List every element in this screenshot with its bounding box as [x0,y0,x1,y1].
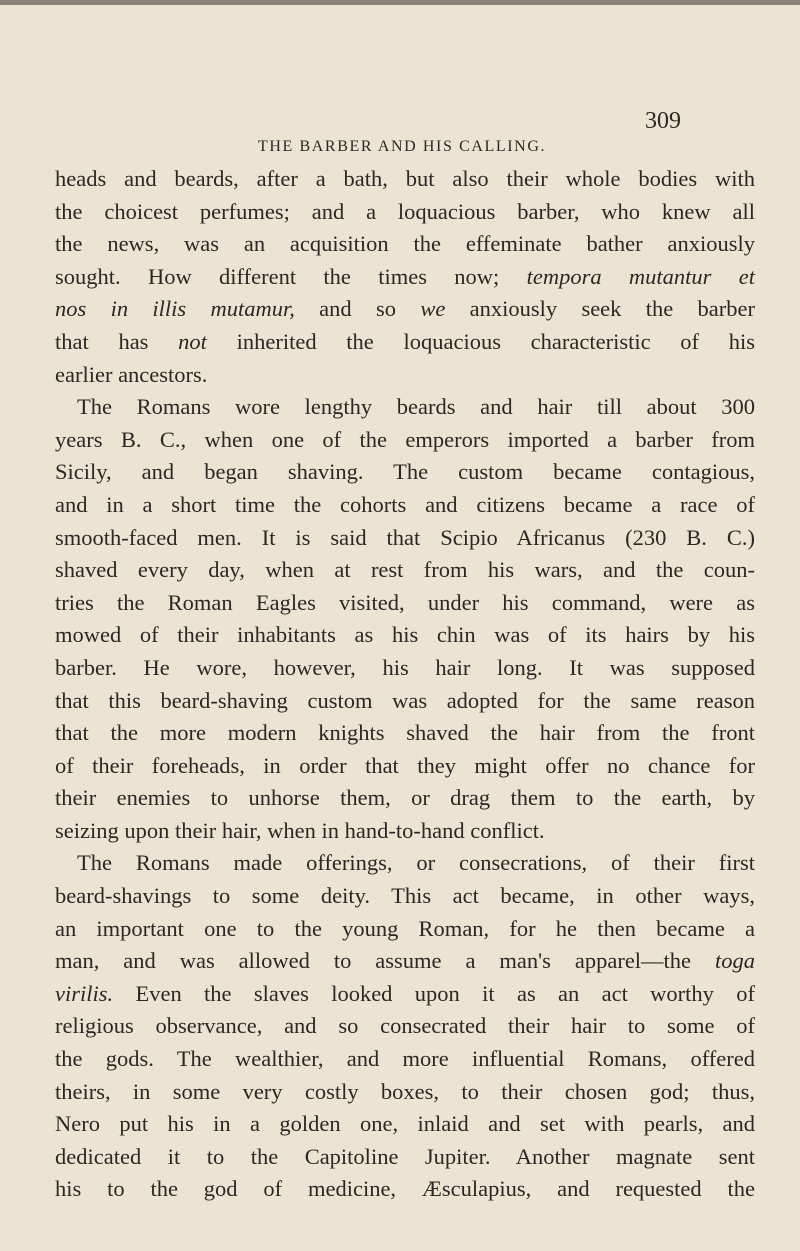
text-line [55,815,755,848]
text-line [55,685,755,718]
text-line [55,261,755,294]
text-run: Nero put his in a golden one, inlaid and set with pearls, and [55,1111,755,1137]
text-run: shaved every day, when at rest from his wars, and the coun- [55,557,755,583]
text-line [55,1141,755,1174]
text-line [55,424,755,457]
text-run: that this beard-shaving custom was adopted for the same reason [55,687,755,713]
text-run: Sicily, and began shaving. The custom became contagious, [55,459,755,485]
text-run: earlier ancestors. [55,361,208,387]
text-run: years B. C., when one of the emperors imported a barber from [55,426,755,452]
text-run: and so [294,296,421,322]
text-run: smooth-faced men. It is said that Scipio Africanus (230 B. C.) [55,524,755,550]
text-line [55,978,755,1011]
text-run: dedicated it to the Capitoline Jupiter. Another magnate sent [55,1143,755,1169]
text-line [55,1010,755,1043]
text-line [55,587,755,620]
text-line [55,1108,755,1141]
text-run: inherited the loquacious characteristic of his [206,328,756,354]
text-run: heads and beards, after a bath, but also their whole bodies with [55,166,755,191]
text-run: beard-shavings to some deity. This act became, in other ways, [55,883,755,909]
text-run: theirs, in some very costly boxes, to their chosen god; thus, [55,1078,755,1104]
italic-phrase: tempora mutantur et [526,263,755,289]
text-line [55,1043,755,1076]
text-line [55,359,755,392]
text-line [55,782,755,815]
text-line [55,326,755,359]
text-run: and in a short time the cohorts and citizens became a race of [55,491,755,517]
text-line [55,391,755,424]
italic-phrase: not [178,328,207,354]
text-run: his to the god of medicine, Æsculapius, and requested the [55,1176,755,1202]
text-line [55,489,755,522]
text-line [55,228,755,261]
text-line [55,293,755,326]
text-run: of their foreheads, in order that they might offer no chance for [55,752,755,778]
text-run: mowed of their inhabitants as his chin was of its hairs by his [55,622,755,648]
text-line [55,522,755,555]
italic-phrase: virilis. [55,980,114,1006]
text-run: that has [55,328,179,354]
text-run: sought. How different the times now; [55,263,527,289]
text-line [55,652,755,685]
text-run: the news, was an acquisition the effeminate bather anxiously [55,231,755,257]
page-number: 309 [645,108,681,134]
text-line [55,913,755,946]
text-run: The Romans made offerings, or consecrations, of their first [77,850,755,876]
page-top-edge [0,0,800,5]
text-run: an important one to the young Roman, for he then became a [55,915,755,941]
text-run: seizing upon their hair, when in hand-to-hand conflict. [55,817,545,843]
text-run: tries the Roman Eagles visited, under his command, were as [55,589,755,615]
text-run: anxiously seek the barber [445,296,756,322]
text-run: the choicest perfumes; and a loquacious barber, who knew all [55,198,755,224]
text-run: that the more modern knights shaved the hair from the front [55,720,755,746]
page-header [0,108,800,155]
text-line [55,1173,755,1206]
text-line [55,619,755,652]
running-title: THE BARBER AND HIS CALLING. [258,138,547,155]
italic-phrase: nos in illis mutamur, [55,296,295,322]
text-line [55,750,755,783]
text-line [55,1076,755,1109]
text-line [55,945,755,978]
body-text [55,163,755,1206]
text-run: religious observance, and so consecrated their hair to some of [55,1013,755,1039]
text-line [55,880,755,913]
text-run: man, and was allowed to assume a man's apparel—the [55,948,715,974]
text-run: their enemies to unhorse them, or drag them to the earth, by [55,785,755,811]
text-line [55,163,755,196]
text-run: barber. He wore, however, his hair long. It was supposed [55,654,755,680]
text-line [55,717,755,750]
text-line [55,456,755,489]
text-run: Even the slaves looked upon it as an act worthy of [113,980,755,1006]
text-line [55,847,755,880]
text-line [55,554,755,587]
text-run: the gods. The wealthier, and more influential Romans, offered [55,1046,755,1072]
italic-phrase: we [420,296,446,322]
italic-phrase: toga [714,948,755,974]
text-run: The Romans wore lengthy beards and hair till about 300 [77,394,755,420]
text-line [55,196,755,229]
